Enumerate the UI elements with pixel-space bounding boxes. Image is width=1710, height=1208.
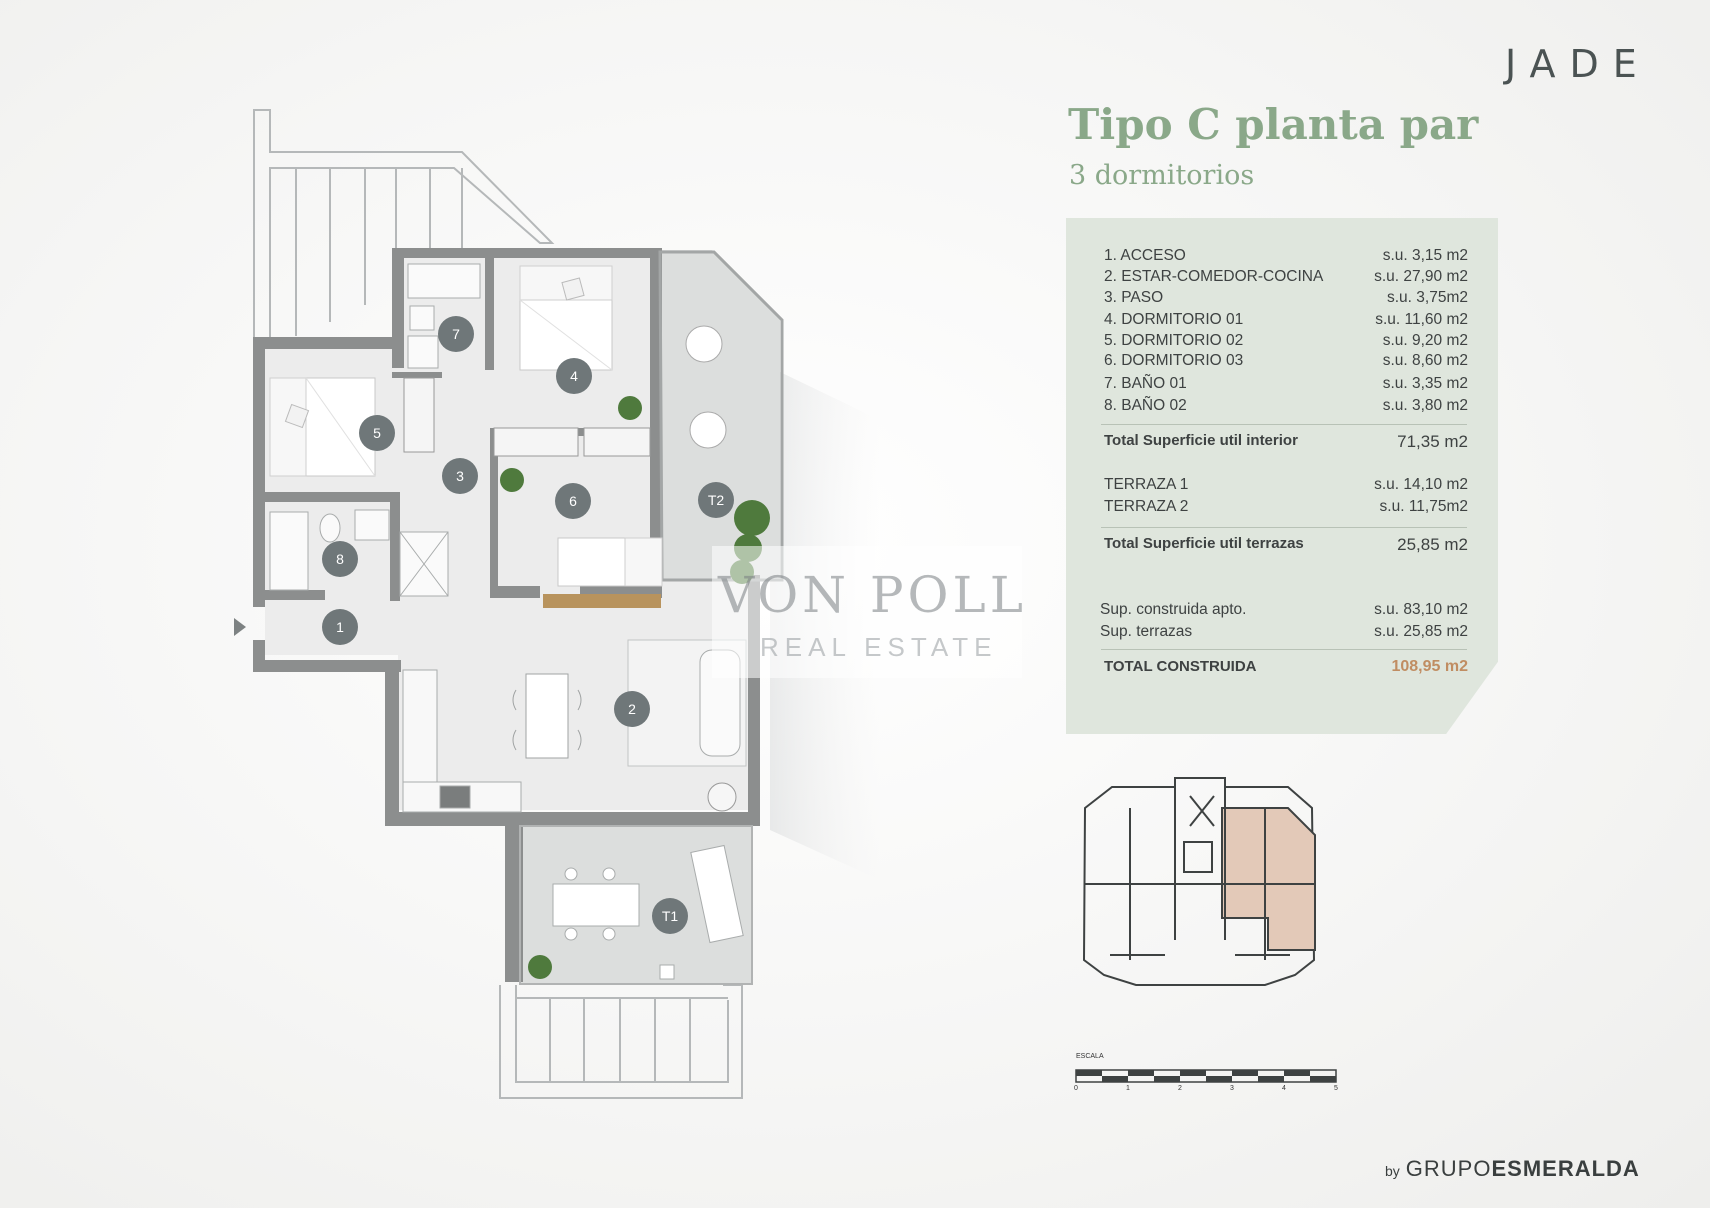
terrace-chair	[690, 412, 726, 448]
group-name-light: GRUPO	[1405, 1156, 1492, 1181]
room-row: 6. DORMITORIO 03 s.u. 8,60 m2	[1104, 352, 1468, 369]
terrace-row: TERRAZA 1 s.u. 14,10 m2	[1104, 476, 1468, 493]
built-row: Sup. terrazas s.u. 25,85 m2	[1100, 623, 1468, 640]
bed-room-6	[558, 538, 662, 586]
marker-t2: T2	[707, 492, 725, 508]
scale-tick: 2	[1178, 1085, 1182, 1092]
scale-bar	[1076, 1070, 1336, 1082]
total-built-row: TOTAL CONSTRUIDA 108,95 m2	[1104, 658, 1468, 675]
bed-room-5	[270, 378, 375, 476]
byline-prefix: by	[1385, 1163, 1400, 1179]
room-row: 5. DORMITORIO 02 s.u. 9,20 m2	[1104, 332, 1468, 349]
developer-logo	[1385, 1156, 1640, 1182]
key-plan	[1084, 778, 1315, 985]
room-row: 2. ESTAR-COMEDOR-COCINA s.u. 27,90 m2	[1104, 268, 1468, 285]
marker-5: 5	[373, 425, 381, 441]
bottom-balcony-outline	[500, 985, 742, 1098]
page-title: Tipo C planta par	[1068, 100, 1479, 149]
watermark-subtitle: REAL ESTATE	[760, 632, 998, 662]
marker-3: 3	[456, 468, 464, 484]
bed-room-4	[520, 266, 612, 370]
marker-8: 8	[336, 551, 344, 567]
room-row: 7. BAÑO 01 s.u. 3,35 m2	[1104, 375, 1468, 392]
room-row: 4. DORMITORIO 01 s.u. 11,60 m2	[1104, 311, 1468, 328]
marker-7: 7	[452, 326, 460, 342]
room-row: 3. PASO s.u. 3,75m2	[1104, 289, 1468, 306]
jade-logo: JADE	[1505, 42, 1651, 86]
marker-6: 6	[569, 493, 577, 509]
entrance-arrow	[234, 618, 246, 636]
marker-1: 1	[336, 619, 344, 635]
scale-tick: 1	[1126, 1085, 1130, 1092]
terrace-chair	[686, 326, 722, 362]
room-row: 8. BAÑO 02 s.u. 3,80 m2	[1104, 397, 1468, 414]
scale-tick: 0	[1074, 1085, 1078, 1092]
washer	[708, 783, 736, 811]
desk	[543, 594, 661, 608]
built-row: Sup. construida apto. s.u. 83,10 m2	[1100, 601, 1468, 618]
total-terraces-row: Total Superficie util terrazas 25,85 m2	[1104, 535, 1468, 554]
group-name-bold: ESMERALDA	[1491, 1156, 1640, 1181]
watermark-title: VON POLL	[718, 566, 1027, 624]
marker-t1: T1	[661, 908, 679, 924]
terrace-row: TERRAZA 2 s.u. 11,75m2	[1104, 498, 1468, 515]
total-interior-row: Total Superficie util interior 71,35 m2	[1104, 432, 1468, 451]
page-subtitle: 3 dormitorios	[1069, 160, 1255, 191]
scale-tick: 5	[1334, 1085, 1338, 1092]
room-row: 1. ACCESO s.u. 3,15 m2	[1104, 247, 1468, 264]
scale-tick: 4	[1282, 1085, 1286, 1092]
scale-tick: 3	[1230, 1085, 1234, 1092]
marker-4: 4	[570, 368, 578, 384]
scale-title: ESCALA	[1076, 1053, 1104, 1060]
marker-2: 2	[628, 701, 636, 717]
